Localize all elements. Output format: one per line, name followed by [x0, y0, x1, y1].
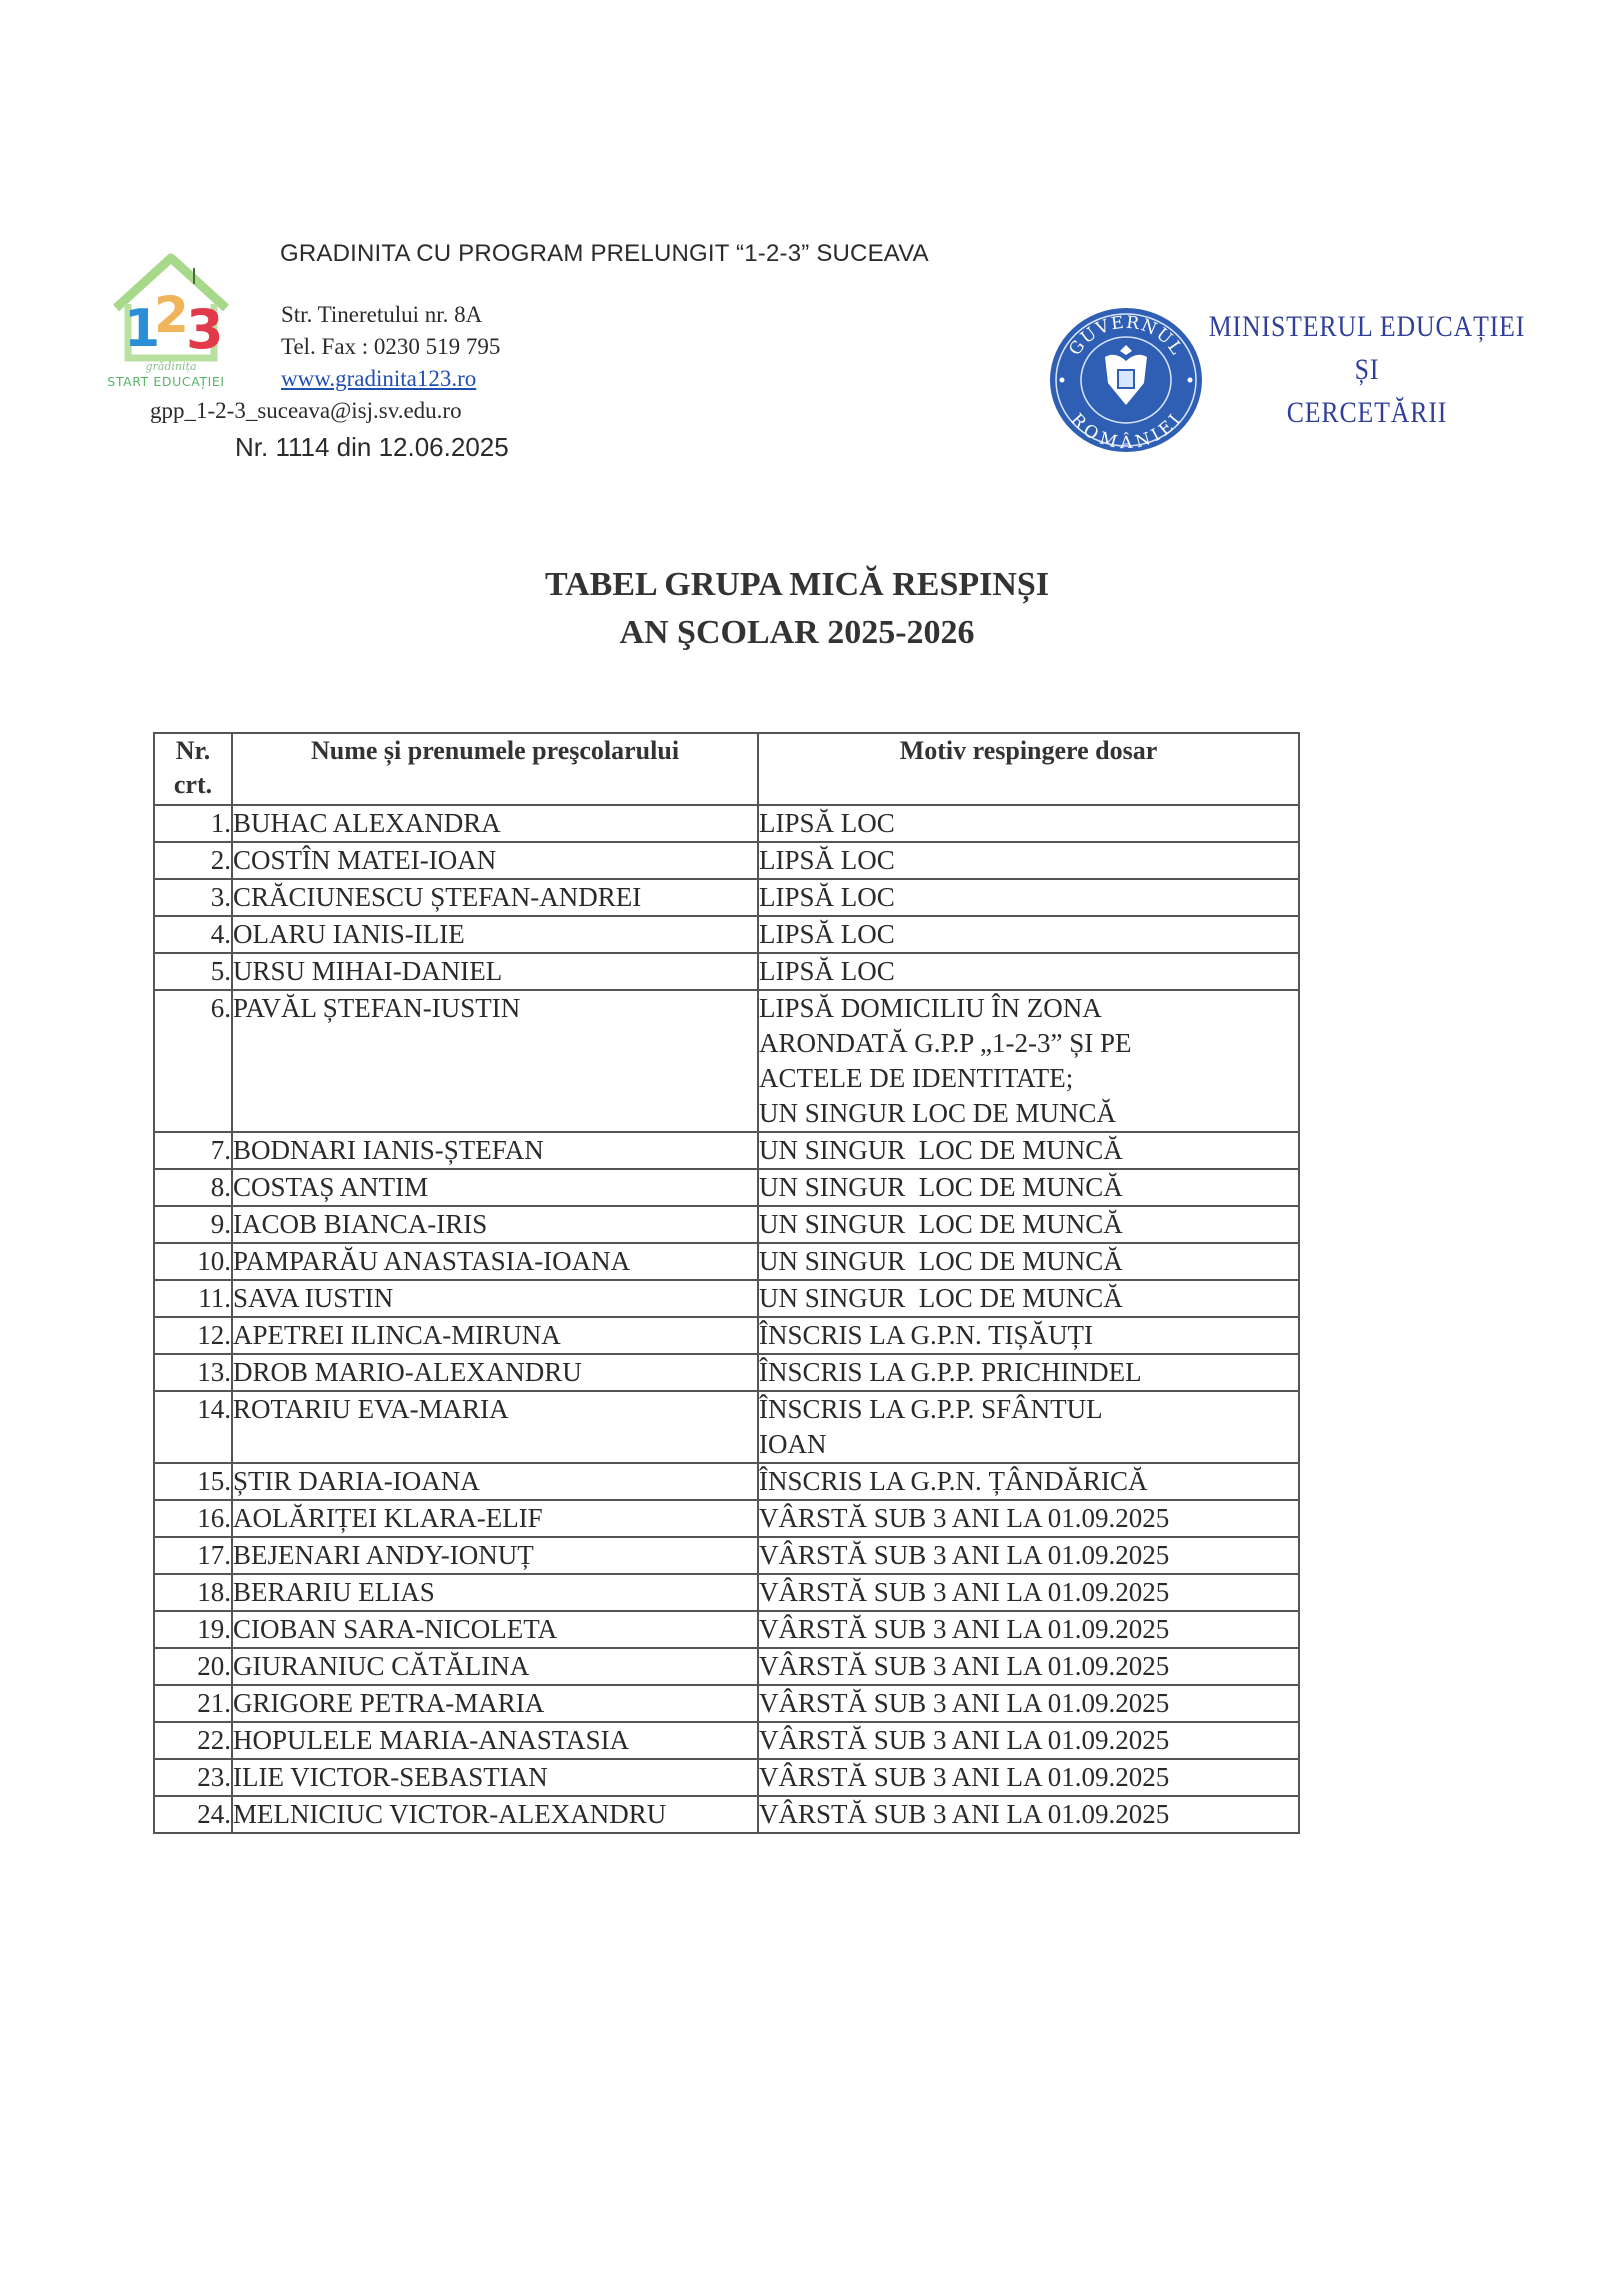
registration-number: Nr. 1114 din 12.06.2025 — [235, 432, 509, 462]
table-row — [154, 953, 1299, 990]
table-row — [154, 1206, 1299, 1243]
rejection-reason-line: ARONDATĂ G.P.P „1-2-3” ȘI PE — [759, 1028, 1132, 1058]
rejection-reason-line: VÂRSTĂ SUB 3 ANI LA 01.09.2025 — [759, 1577, 1170, 1607]
row-number: 20. — [154, 1648, 232, 1685]
column-header-nr-line2: crt. — [173, 770, 213, 799]
rejection-reason-line: LIPSĂ LOC — [759, 845, 895, 875]
rejection-reason-line: VÂRSTĂ SUB 3 ANI LA 01.09.2025 — [759, 1799, 1170, 1829]
kindergarten-123-logo-icon — [108, 246, 234, 391]
rejection-reason — [758, 1354, 1299, 1391]
rejection-reason — [758, 990, 1299, 1132]
child-name: ROTARIU EVA-MARIA — [232, 1391, 758, 1463]
rejection-reason-line: LIPSĂ LOC — [759, 919, 895, 949]
logo-digit-3: 3 — [186, 298, 224, 361]
row-number: 12. — [154, 1317, 232, 1354]
table-row — [154, 805, 1299, 842]
row-number: 6. — [154, 990, 232, 1132]
row-number: 21. — [154, 1685, 232, 1722]
table-row — [154, 1685, 1299, 1722]
child-name: CIOBAN SARA-NICOLETA — [232, 1611, 758, 1648]
rejection-reason — [758, 1463, 1299, 1500]
rejection-reason-line: VÂRSTĂ SUB 3 ANI LA 01.09.2025 — [759, 1725, 1170, 1755]
row-number: 19. — [154, 1611, 232, 1648]
table-row — [154, 1169, 1299, 1206]
rejection-reason — [758, 805, 1299, 842]
column-header-nr-line1: Nr. — [175, 736, 211, 765]
row-number: 3. — [154, 879, 232, 916]
rejection-reason — [758, 953, 1299, 990]
column-header-reason: Motiv respingere dosar — [758, 733, 1299, 805]
rejection-reason-line: UN SINGUR LOC DE MUNCĂ — [759, 1209, 1123, 1239]
rejection-reason — [758, 1317, 1299, 1354]
rejection-reason — [758, 1574, 1299, 1611]
rejection-reason-line: UN SINGUR LOC DE MUNCĂ — [759, 1172, 1123, 1202]
table-row — [154, 1648, 1299, 1685]
child-name: BEJENARI ANDY-IONUȚ — [232, 1537, 758, 1574]
rejection-reason-line: ÎNSCRIS LA G.P.N. ȚÂNDĂRICĂ — [759, 1466, 1148, 1496]
table-row — [154, 1463, 1299, 1500]
rejection-reason — [758, 1500, 1299, 1537]
rejection-reason — [758, 1243, 1299, 1280]
row-number: 4. — [154, 916, 232, 953]
rejection-reason-line: VÂRSTĂ SUB 3 ANI LA 01.09.2025 — [759, 1614, 1170, 1644]
row-number: 23. — [154, 1759, 232, 1796]
rejection-reason — [758, 1648, 1299, 1685]
child-name: COSTAȘ ANTIM — [232, 1169, 758, 1206]
ministry-line-1: MINISTERUL EDUCAȚIEI — [1208, 310, 1526, 343]
rejection-reason — [758, 1722, 1299, 1759]
row-number: 18. — [154, 1574, 232, 1611]
table-row — [154, 1391, 1299, 1463]
ministry-line-2: ȘI — [1354, 353, 1380, 386]
child-name: ILIE VICTOR-SEBASTIAN — [232, 1759, 758, 1796]
rejection-reason-line: LIPSĂ DOMICILIU ÎN ZONA — [759, 993, 1102, 1023]
child-name: AOLĂRIȚEI KLARA-ELIF — [232, 1500, 758, 1537]
row-number: 5. — [154, 953, 232, 990]
table-row — [154, 842, 1299, 879]
row-number: 2. — [154, 842, 232, 879]
logo-digit-2: 2 — [154, 286, 189, 344]
row-number: 16. — [154, 1500, 232, 1537]
column-header-nr — [154, 733, 232, 805]
row-number: 8. — [154, 1169, 232, 1206]
child-name: BUHAC ALEXANDRA — [232, 805, 758, 842]
rejection-reason — [758, 842, 1299, 879]
government-of-romania-seal-icon — [1047, 305, 1205, 455]
institution-email: gpp_1-2-3_suceava@isj.sv.edu.ro — [150, 398, 462, 423]
rejection-reason — [758, 1206, 1299, 1243]
institution-address: Str. Tineretului nr. 8A — [281, 302, 483, 327]
row-number: 9. — [154, 1206, 232, 1243]
rejected-applicants-table — [153, 732, 1300, 1834]
row-number: 13. — [154, 1354, 232, 1391]
table-row — [154, 1537, 1299, 1574]
table-row — [154, 1722, 1299, 1759]
child-name: PAVĂL ȘTEFAN-IUSTIN — [232, 990, 758, 1132]
table-row — [154, 1243, 1299, 1280]
rejection-reason-line: LIPSĂ LOC — [759, 956, 895, 986]
rejection-reason-line: ÎNSCRIS LA G.P.P. SFÂNTUL — [759, 1394, 1103, 1424]
child-name: OLARU IANIS-ILIE — [232, 916, 758, 953]
table-row — [154, 916, 1299, 953]
rejection-reason-line: VÂRSTĂ SUB 3 ANI LA 01.09.2025 — [759, 1688, 1170, 1718]
rejection-reason-line: LIPSĂ LOC — [759, 882, 895, 912]
row-number: 17. — [154, 1537, 232, 1574]
table-row — [154, 990, 1299, 1132]
child-name: GRIGORE PETRA-MARIA — [232, 1685, 758, 1722]
table-body — [154, 805, 1299, 1833]
rejection-reason-line: UN SINGUR LOC DE MUNCĂ — [759, 1283, 1123, 1313]
child-name: COSTÎN MATEI-IOAN — [232, 842, 758, 879]
table-header-row — [154, 733, 1299, 805]
child-name: SAVA IUSTIN — [232, 1280, 758, 1317]
document-title: TABEL GRUPA MICĂ RESPINȘI — [544, 566, 1050, 603]
logo-caption-small: grădinița — [145, 360, 197, 373]
table-row — [154, 1132, 1299, 1169]
rejection-reason — [758, 1796, 1299, 1833]
logo-digit-1: 1 — [124, 299, 161, 359]
row-number: 24. — [154, 1796, 232, 1833]
child-name: BODNARI IANIS-ȘTEFAN — [232, 1132, 758, 1169]
table-row — [154, 1354, 1299, 1391]
rejection-reason-line: ÎNSCRIS LA G.P.N. TIȘĂUȚI — [759, 1320, 1094, 1350]
rejection-reason — [758, 1391, 1299, 1463]
institution-phone: Tel. Fax : 0230 519 795 — [281, 334, 501, 359]
seal-top-text: GUVERNUL — [1065, 312, 1187, 360]
rejection-reason — [758, 1685, 1299, 1722]
table-row — [154, 1759, 1299, 1796]
child-name: URSU MIHAI-DANIEL — [232, 953, 758, 990]
rejection-reason — [758, 879, 1299, 916]
rejection-reason-line: UN SINGUR LOC DE MUNCĂ — [759, 1135, 1123, 1165]
rejection-reason-line: ÎNSCRIS LA G.P.P. PRICHINDEL — [759, 1357, 1142, 1387]
row-number: 10. — [154, 1243, 232, 1280]
child-name: HOPULELE MARIA-ANASTASIA — [232, 1722, 758, 1759]
rejection-reason-line: IOAN — [759, 1429, 827, 1459]
child-name: PAMPARĂU ANASTASIA-IOANA — [232, 1243, 758, 1280]
rejection-reason-line: LIPSĂ LOC — [759, 808, 895, 838]
rejection-reason — [758, 1280, 1299, 1317]
table-row — [154, 1574, 1299, 1611]
table-row — [154, 1611, 1299, 1648]
rejection-reason — [758, 1611, 1299, 1648]
child-name: DROB MARIO-ALEXANDRU — [232, 1354, 758, 1391]
rejection-reason-line: VÂRSTĂ SUB 3 ANI LA 01.09.2025 — [759, 1503, 1170, 1533]
column-header-name: Nume și prenumele preşcolarului — [232, 733, 758, 805]
child-name: GIURANIUC CĂTĂLINA — [232, 1648, 758, 1685]
ministry-name — [1195, 305, 1539, 434]
rejection-reason-line: VÂRSTĂ SUB 3 ANI LA 01.09.2025 — [759, 1540, 1170, 1570]
rejection-reason-line: VÂRSTĂ SUB 3 ANI LA 01.09.2025 — [759, 1651, 1170, 1681]
table-row — [154, 1317, 1299, 1354]
table-row — [154, 1280, 1299, 1317]
rejection-reason — [758, 1169, 1299, 1206]
rejection-reason — [758, 1759, 1299, 1796]
child-name: CRĂCIUNESCU ȘTEFAN-ANDREI — [232, 879, 758, 916]
rejection-reason — [758, 916, 1299, 953]
table-row — [154, 1500, 1299, 1537]
row-number: 22. — [154, 1722, 232, 1759]
document-subtitle: AN ŞCOLAR 2025-2026 — [619, 614, 975, 651]
child-name: APETREI ILINCA-MIRUNA — [232, 1317, 758, 1354]
institution-name: GRADINITA CU PROGRAM PRELUNGIT “1-2-3” SUCEAVA — [280, 240, 929, 267]
rejection-reason-line: ACTELE DE IDENTITATE; — [759, 1063, 1074, 1093]
row-number: 14. — [154, 1391, 232, 1463]
rejection-reason-line: UN SINGUR LOC DE MUNCĂ — [759, 1098, 1117, 1128]
seal-bottom-text: ROMÂNIEI — [1066, 409, 1186, 454]
child-name: BERARIU ELIAS — [232, 1574, 758, 1611]
rejection-reason — [758, 1132, 1299, 1169]
row-number: 11. — [154, 1280, 232, 1317]
row-number: 7. — [154, 1132, 232, 1169]
table-row — [154, 879, 1299, 916]
logo-caption: START EDUCAȚIEI — [108, 374, 225, 389]
child-name: MELNICIUC VICTOR-ALEXANDRU — [232, 1796, 758, 1833]
child-name: IACOB BIANCA-IRIS — [232, 1206, 758, 1243]
table-row — [154, 1796, 1299, 1833]
rejection-reason — [758, 1537, 1299, 1574]
row-number: 15. — [154, 1463, 232, 1500]
ministry-line-3: CERCETĂRII — [1286, 396, 1448, 429]
rejection-reason-line: VÂRSTĂ SUB 3 ANI LA 01.09.2025 — [759, 1762, 1170, 1792]
child-name: ȘTIR DARIA-IOANA — [232, 1463, 758, 1500]
institution-website-link[interactable]: www.gradinita123.ro — [281, 366, 477, 391]
row-number: 1. — [154, 805, 232, 842]
rejection-reason-line: UN SINGUR LOC DE MUNCĂ — [759, 1246, 1123, 1276]
